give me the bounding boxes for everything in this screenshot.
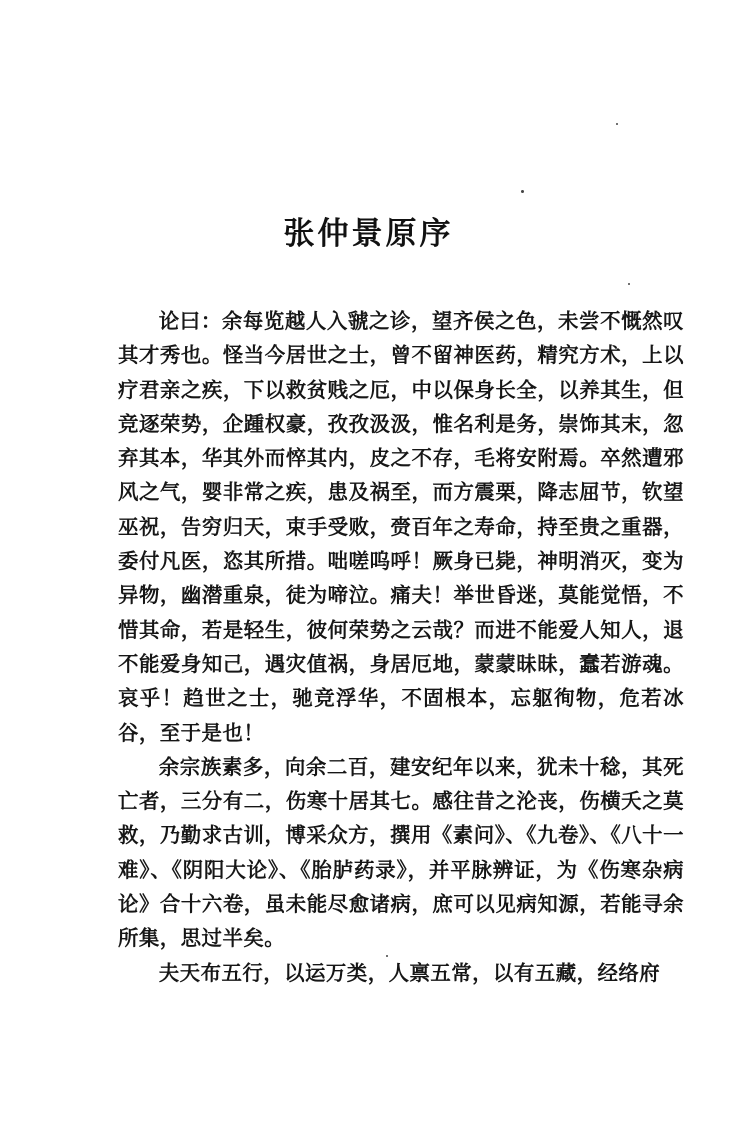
scan-speck bbox=[616, 123, 618, 125]
page-title: 张仲景原序 bbox=[283, 216, 454, 252]
paragraph-1: 论曰：余每览越人入虢之诊，望齐侯之色，未尝不慨然叹其才秀也。怪当今居世之士，曾不留神医药，精究方术，上以疗君亲之疾，下以救贫贱之厄，中以保身长全，以养其生，但竞逐荣势，企踵权豪，孜孜汲汲，惟名利是务，崇饰其末，忽弃其本，华其外而悴其内，皮之不存，毛将安附焉。卒然遭邪风之气，婴非常之疾，患及祸至，而方震栗，降志屈节，钦望巫祝，告穷归天，束手受败，赍百年之寿命，持至贵之重器，委付凡医，恣其所措。咄嗟呜呼！厥身已毙，神明消灭，变为异物，幽潜重泉，徒为啼泣。痛夫！举世昏迷，莫能觉悟，不惜其命，若是轻生，彼何荣势之云哉？而进不能爱人知人，退不能爱身知己，遇灾值祸，身居厄地，蒙蒙昧昧，蠢若游魂。哀乎！趋世之士，驰竞浮华，不固根本，忘躯徇物，危若冰谷，至于是也！ bbox=[118, 309, 684, 745]
scan-speck bbox=[521, 190, 524, 193]
body-text bbox=[118, 304, 684, 990]
scan-speck bbox=[628, 283, 630, 285]
paragraph-2: 余宗族素多，向余二百，建安纪年以来，犹未十稔，其死亡者，三分有二，伤寒十居其七。感往昔之沦丧，伤横夭之莫救，乃勤求古训，博采众方，撰用《素问》、《九卷》、《八十一难》、《阴阳大论》、《胎胪药录》，并平脉辨证，为《伤寒杂病论》合十六卷，虽未能尽愈诸病，庶可以见病知源，若能寻余所集，思过半矣。 bbox=[118, 754, 684, 951]
scan-speck bbox=[386, 955, 388, 957]
paragraph-3: 夫天布五行，以运万类，人禀五常，以有五藏，经络府 bbox=[158, 960, 661, 985]
